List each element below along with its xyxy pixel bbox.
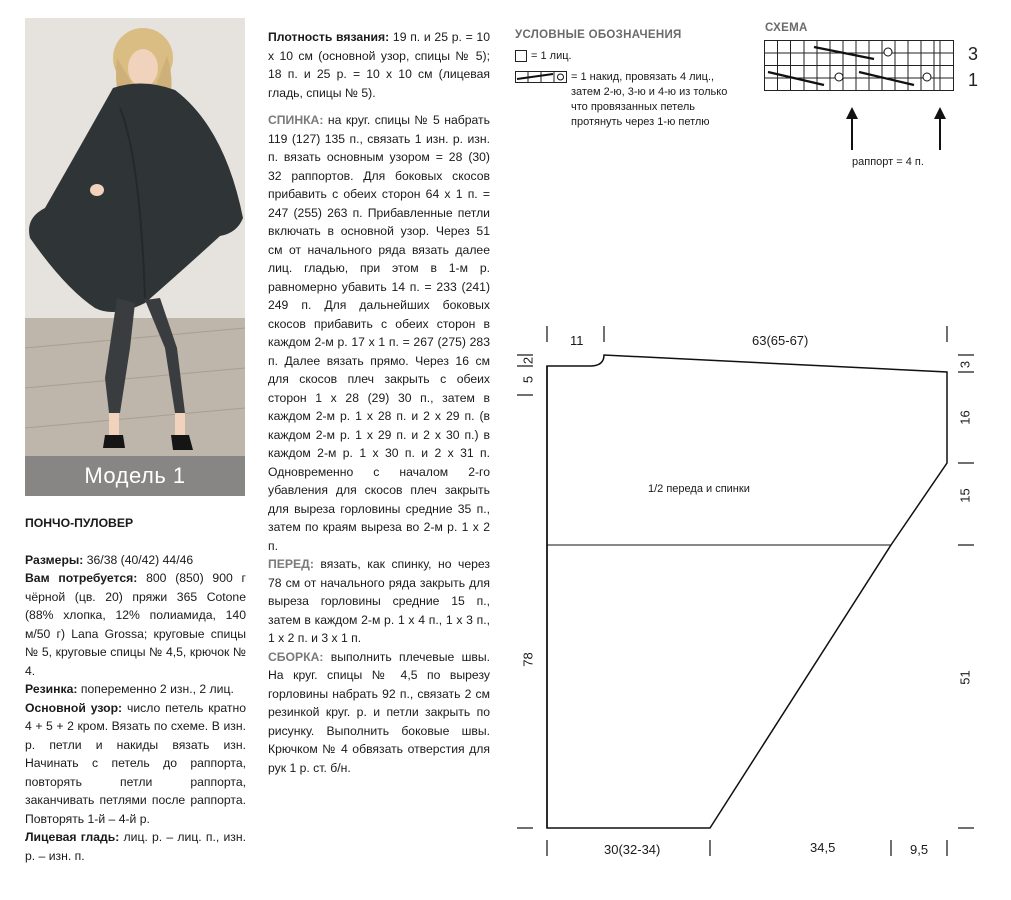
- dim-top-neck: 11: [570, 333, 584, 348]
- dim-right-3: 3: [957, 360, 973, 369]
- rapport-label: раппорт = 4 п.: [852, 156, 924, 168]
- main-pattern-paragraph: [25, 699, 246, 829]
- dim-bottom-edge: 9,5: [910, 842, 929, 857]
- symbol-legend: [515, 28, 740, 136]
- back-text: на круг. спицы № 5 набрать 119 (127) 135 п., связать 1 изн. р. изн. п. вязать основным узором = 28 (30) 32 раппортов. Для боковых скосов прибавить с обеих сторон 64 х 1 п. = 247 (255) 263 п. Прибавленные петли включать в основной узор. Через 51 см от начального ряда вязать далее лиц. гладью, при этом в 1-м р. равномерно убавить 14 п. = 233 (241) 249 п. Для дальнейших боковых скосов прибавить с обеих сторон в каждом 2-м р. 17 х 1 п. = 267 (275) 283 п. Далее вязать прямо. Через 16 см для скосов плеч закрыть с обеих сторон 1 х 28 (29) 30 п., затем в каждом 2-м р. 1 х 28 п. и 2 х 29 п. (в каждом 2-м р. 1 х 29 п. и 2 х 30 п.) в каждом 2-м р. 1 х 30 п. и 2 х 31 п. Одновременно с началом 2-го убавления для скосов плеч закрыть для выреза горловины средние 35 п., затем по краям выреза во 2-м р. 1 х 2 п.: [268, 113, 490, 553]
- rib-paragraph: [25, 680, 246, 699]
- scheme-title: СХЕМА: [765, 22, 808, 34]
- legend-title: УСЛОВНЫЕ ОБОЗНАЧЕНИЯ: [515, 29, 682, 41]
- gauge-label: Плотность вязания:: [268, 30, 390, 44]
- main-pattern-label: Основной узор:: [25, 700, 123, 715]
- row-number-3: 3: [968, 44, 979, 64]
- dim-top-shoulder: 63(65-67): [752, 333, 809, 348]
- dim-right-51: 51: [957, 670, 973, 685]
- dim-left-2: 2: [520, 356, 536, 365]
- cluster-stitch-icon: [515, 71, 567, 83]
- legend-cluster-text: = 1 накид, провязать 4 лиц., затем 2-ю, 3-ю и 4-ю из только что провязанных петель протянуть через 1-ю петлю: [571, 71, 728, 128]
- rib-text: попеременно 2 изн., 2 лиц.: [77, 682, 234, 696]
- rib-label: Резинка:: [25, 682, 78, 696]
- knit-stitch-icon: [515, 50, 527, 62]
- dim-right-15: 15: [957, 488, 973, 503]
- pattern-title: ПОНЧО-ПУЛОВЕР: [25, 516, 134, 530]
- assembly-label: СБОРКА:: [268, 649, 324, 664]
- dim-left-78: 78: [520, 652, 536, 667]
- sizes-text: 36/38 (40/42) 44/46: [83, 552, 194, 567]
- back-label: СПИНКА:: [268, 113, 324, 127]
- dim-bottom-slope: 34,5: [810, 840, 836, 855]
- garment-outline: [547, 355, 947, 828]
- back-paragraph: [268, 111, 490, 555]
- gauge-paragraph: [268, 28, 490, 102]
- materials-label: Вам потребуется:: [25, 571, 138, 585]
- main-pattern-text: число петель кратно 4 + 5 + 2 кром. Вязать по схеме. В изн. р. петли и накиды вязать изн. Начинать с петель до раппорта, повторять петли раппорта, заканчивать петлями после раппорта. Повторять 1-й – 4-й р.: [25, 700, 246, 826]
- sizes-paragraph: [25, 551, 246, 570]
- dim-bottom-center: 30(32-34): [604, 842, 661, 857]
- materials-paragraph: [25, 569, 246, 680]
- materials-text: 800 (850) 900 г чёрной (цв. 20) пряжи 365 Cotone (88% хлопка, 12% полиамида, 140 м/50 г) Lana Grossa; круговые спицы № 5, круговые спицы № 4,5, крючок № 4.: [25, 571, 246, 678]
- photo-caption: Модель 1: [25, 456, 245, 496]
- stockinette-paragraph: [25, 828, 246, 865]
- sizes-label: Размеры:: [25, 552, 84, 567]
- model-photo: [25, 18, 245, 496]
- legend-knit-text: = 1 лиц.: [531, 50, 572, 62]
- legend-item-cluster: [515, 70, 740, 130]
- rapport-arrows: [842, 105, 952, 150]
- arrow-up-icon: [846, 107, 858, 150]
- front-text: вязать, как спинку, но через 78 см от начального ряда закрыть для выреза горловины средние 15 п., затем в каждом 2-м р. 1 х 4 п., 1 х 3 п., 1 х 2 п. и 3 х 1 п.: [268, 557, 490, 645]
- stitch-chart: [764, 40, 954, 95]
- dim-right-16: 16: [957, 410, 973, 425]
- legend-item-knit: [515, 49, 740, 64]
- model-figure: [25, 18, 245, 496]
- front-label: ПЕРЕД:: [268, 557, 314, 571]
- gauge-text: 19 п. и 25 р. = 10 х 10 см (основной узор, спицы № 5); 18 п. и 25 р. = 10 х 10 см (лицевая гладь, спицы № 5).: [268, 30, 490, 100]
- assembly-paragraph: [268, 648, 490, 778]
- assembly-text: выполнить плечевые швы. На круг. спицы № 4,5 по вырезу горловины набрать 92 п., связать 2 см резинкой круг. р. и петли закрыть по рисунку. Выполнить боковые швы. Крючком № 4 обвязать отверстия для рук 1 р. ст. б/н.: [268, 649, 490, 775]
- middle-text-column: [268, 28, 490, 777]
- schematic-inner-label: 1/2 переда и спинки: [648, 483, 750, 495]
- arrow-up-icon: [934, 107, 946, 150]
- stockinette-text: лиц. р. – лиц. п., изн. р. – изн. п.: [25, 830, 246, 863]
- garment-schematic: [515, 320, 985, 865]
- front-paragraph: [268, 555, 490, 648]
- row-number-1: 1: [968, 70, 979, 90]
- dim-left-5: 5: [520, 375, 536, 384]
- left-text-column: [25, 514, 246, 865]
- stockinette-label: Лицевая гладь:: [25, 830, 120, 844]
